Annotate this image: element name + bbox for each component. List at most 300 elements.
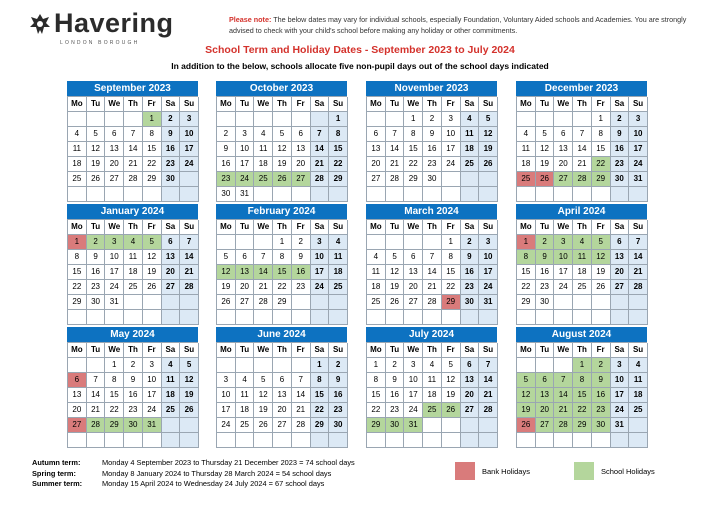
day-cell: 16 — [292, 265, 311, 280]
weekday-header: Th — [573, 220, 592, 235]
day-cell: 7 — [423, 250, 442, 265]
empty-cell — [592, 187, 611, 202]
day-cell: 4 — [517, 127, 536, 142]
day-cell: 26 — [442, 403, 461, 418]
day-cell: 19 — [386, 280, 405, 295]
day-cell: 2 — [124, 358, 143, 373]
day-cell: 17 — [217, 403, 236, 418]
empty-cell — [554, 112, 573, 127]
empty-cell — [124, 187, 143, 202]
day-cell: 5 — [479, 112, 498, 127]
day-cell: 3 — [217, 373, 236, 388]
weekday-header: Mo — [367, 220, 386, 235]
day-cell: 15 — [404, 142, 423, 157]
day-cell: 18 — [367, 280, 386, 295]
weekday-header: Th — [124, 97, 143, 112]
weekday-header: Su — [180, 343, 199, 358]
day-cell: 5 — [143, 235, 162, 250]
month-title: December 2023 — [516, 81, 647, 96]
empty-cell — [554, 358, 573, 373]
day-cell: 8 — [105, 373, 124, 388]
weekday-header: Su — [329, 343, 348, 358]
day-cell: 1 — [592, 112, 611, 127]
day-cell: 31 — [143, 418, 162, 433]
day-cell: 8 — [517, 250, 536, 265]
day-cell: 12 — [87, 142, 106, 157]
day-cell: 10 — [105, 250, 124, 265]
day-cell: 29 — [105, 418, 124, 433]
day-cell: 2 — [423, 112, 442, 127]
day-cell: 25 — [367, 295, 386, 310]
empty-cell — [573, 112, 592, 127]
empty-cell — [273, 310, 292, 325]
empty-cell — [124, 310, 143, 325]
bank-holiday-label: Bank Holidays — [482, 466, 530, 476]
month-day-grid — [67, 219, 198, 325]
day-cell: 21 — [311, 157, 330, 172]
empty-cell — [592, 433, 611, 448]
day-cell: 14 — [554, 388, 573, 403]
day-cell: 30 — [329, 418, 348, 433]
month-day-grid — [516, 342, 647, 448]
month-title: March 2024 — [366, 204, 497, 219]
day-cell: 29 — [367, 418, 386, 433]
day-cell: 9 — [124, 373, 143, 388]
empty-cell — [423, 187, 442, 202]
weekday-header: Tu — [87, 343, 106, 358]
day-cell: 22 — [442, 280, 461, 295]
day-cell: 9 — [423, 127, 442, 142]
month-day-grid — [366, 219, 497, 325]
day-cell: 17 — [404, 388, 423, 403]
weekday-header: We — [254, 97, 273, 112]
day-cell: 21 — [180, 265, 199, 280]
day-cell: 12 — [180, 373, 199, 388]
day-cell: 27 — [68, 418, 87, 433]
empty-cell — [311, 310, 330, 325]
month-calendar — [67, 327, 198, 448]
month-title: May 2024 — [67, 327, 198, 342]
day-cell: 23 — [292, 280, 311, 295]
weekday-header: Tu — [536, 97, 555, 112]
day-cell: 6 — [611, 235, 630, 250]
day-cell: 1 — [105, 358, 124, 373]
empty-cell — [404, 433, 423, 448]
empty-cell — [404, 235, 423, 250]
day-cell: 24 — [217, 418, 236, 433]
day-cell: 20 — [236, 280, 255, 295]
empty-cell — [236, 433, 255, 448]
empty-cell — [68, 187, 87, 202]
day-cell: 17 — [442, 142, 461, 157]
month-calendar — [516, 204, 647, 325]
day-cell: 30 — [611, 172, 630, 187]
day-cell: 10 — [611, 373, 630, 388]
month-calendar — [216, 81, 347, 202]
day-cell: 7 — [124, 127, 143, 142]
empty-cell — [273, 112, 292, 127]
empty-cell — [536, 310, 555, 325]
day-cell: 31 — [479, 295, 498, 310]
day-cell: 30 — [592, 418, 611, 433]
day-cell: 13 — [68, 388, 87, 403]
weekday-header: Mo — [367, 97, 386, 112]
empty-cell — [329, 187, 348, 202]
day-cell: 27 — [461, 403, 480, 418]
weekday-header: We — [254, 343, 273, 358]
day-cell: 15 — [105, 388, 124, 403]
day-cell: 8 — [573, 373, 592, 388]
weekday-header: Th — [573, 97, 592, 112]
weekday-header: Sa — [461, 97, 480, 112]
day-cell: 19 — [517, 403, 536, 418]
day-cell: 20 — [273, 403, 292, 418]
empty-cell — [442, 418, 461, 433]
day-cell: 24 — [554, 280, 573, 295]
day-cell: 1 — [143, 112, 162, 127]
day-cell: 19 — [217, 280, 236, 295]
empty-cell — [87, 187, 106, 202]
month-title: April 2024 — [516, 204, 647, 219]
day-cell: 30 — [87, 295, 106, 310]
empty-cell — [479, 418, 498, 433]
day-cell: 5 — [273, 127, 292, 142]
empty-cell — [461, 172, 480, 187]
empty-cell — [629, 433, 648, 448]
day-cell: 9 — [536, 250, 555, 265]
day-cell: 17 — [180, 142, 199, 157]
weekday-header: Tu — [87, 97, 106, 112]
day-cell: 26 — [536, 172, 555, 187]
day-cell: 5 — [254, 373, 273, 388]
weekday-header: Fr — [592, 343, 611, 358]
empty-cell — [461, 187, 480, 202]
day-cell: 27 — [611, 280, 630, 295]
day-cell: 21 — [423, 280, 442, 295]
day-cell: 2 — [611, 112, 630, 127]
day-cell: 22 — [573, 403, 592, 418]
day-cell: 17 — [611, 388, 630, 403]
weekday-header: Tu — [386, 343, 405, 358]
empty-cell — [292, 358, 311, 373]
empty-cell — [573, 433, 592, 448]
weekday-header: Fr — [143, 343, 162, 358]
empty-cell — [461, 418, 480, 433]
day-cell: 2 — [329, 358, 348, 373]
month-title: February 2024 — [216, 204, 347, 219]
day-cell: 4 — [68, 127, 87, 142]
day-cell: 12 — [254, 388, 273, 403]
day-cell: 19 — [273, 157, 292, 172]
day-cell: 16 — [162, 142, 181, 157]
day-cell: 8 — [143, 127, 162, 142]
empty-cell — [292, 433, 311, 448]
day-cell: 24 — [404, 403, 423, 418]
empty-cell — [180, 295, 199, 310]
month-day-grid — [67, 96, 198, 202]
empty-cell — [236, 310, 255, 325]
day-cell: 14 — [386, 142, 405, 157]
empty-cell — [611, 295, 630, 310]
empty-cell — [479, 310, 498, 325]
empty-cell — [573, 310, 592, 325]
day-cell: 27 — [554, 172, 573, 187]
day-cell: 20 — [461, 388, 480, 403]
day-cell: 3 — [611, 358, 630, 373]
day-cell: 24 — [143, 403, 162, 418]
empty-cell — [254, 235, 273, 250]
day-cell: 2 — [292, 235, 311, 250]
empty-cell — [124, 295, 143, 310]
empty-cell — [217, 235, 236, 250]
day-cell: 21 — [87, 403, 106, 418]
day-cell: 15 — [68, 265, 87, 280]
empty-cell — [386, 235, 405, 250]
day-cell: 22 — [143, 157, 162, 172]
weekday-header: Th — [573, 343, 592, 358]
month-title: January 2024 — [67, 204, 198, 219]
day-cell: 20 — [554, 157, 573, 172]
day-cell: 22 — [367, 403, 386, 418]
day-cell: 17 — [629, 142, 648, 157]
day-cell: 9 — [217, 142, 236, 157]
day-cell: 12 — [592, 250, 611, 265]
day-cell: 6 — [273, 373, 292, 388]
day-cell: 26 — [254, 418, 273, 433]
month-calendar — [516, 327, 647, 448]
day-cell: 28 — [87, 418, 106, 433]
day-cell: 15 — [143, 142, 162, 157]
day-cell: 4 — [162, 358, 181, 373]
empty-cell — [442, 433, 461, 448]
weekday-header: Fr — [292, 97, 311, 112]
empty-cell — [554, 295, 573, 310]
day-cell: 14 — [124, 142, 143, 157]
day-cell: 18 — [254, 157, 273, 172]
empty-cell — [442, 187, 461, 202]
day-cell: 15 — [329, 142, 348, 157]
day-cell: 16 — [386, 388, 405, 403]
month-title: October 2023 — [216, 81, 347, 96]
day-cell: 11 — [236, 388, 255, 403]
empty-cell — [273, 433, 292, 448]
day-cell: 2 — [217, 127, 236, 142]
day-cell: 30 — [423, 172, 442, 187]
day-cell: 18 — [517, 157, 536, 172]
day-cell: 2 — [386, 358, 405, 373]
day-cell: 16 — [461, 265, 480, 280]
day-cell: 7 — [629, 235, 648, 250]
weekday-header: Tu — [386, 97, 405, 112]
day-cell: 10 — [442, 127, 461, 142]
month-day-grid — [366, 342, 497, 448]
day-cell: 17 — [554, 265, 573, 280]
day-cell: 7 — [254, 250, 273, 265]
day-cell: 11 — [573, 250, 592, 265]
day-cell: 18 — [629, 388, 648, 403]
school-holiday-swatch — [574, 462, 594, 480]
day-cell: 5 — [442, 358, 461, 373]
day-cell: 3 — [554, 235, 573, 250]
day-cell: 8 — [442, 250, 461, 265]
day-cell: 11 — [162, 373, 181, 388]
weekday-header: Sa — [162, 343, 181, 358]
day-cell: 24 — [611, 403, 630, 418]
weekday-header: Fr — [442, 220, 461, 235]
empty-cell — [162, 187, 181, 202]
day-cell: 24 — [236, 172, 255, 187]
weekday-header: Tu — [386, 220, 405, 235]
weekday-header: Mo — [517, 97, 536, 112]
legend-bank-holidays — [455, 462, 530, 480]
day-cell: 8 — [367, 373, 386, 388]
day-cell: 18 — [423, 388, 442, 403]
empty-cell — [124, 112, 143, 127]
month-title: July 2024 — [366, 327, 497, 342]
empty-cell — [573, 187, 592, 202]
empty-cell — [536, 358, 555, 373]
day-cell: 10 — [404, 373, 423, 388]
day-cell: 29 — [517, 295, 536, 310]
day-cell: 3 — [629, 112, 648, 127]
day-cell: 9 — [461, 250, 480, 265]
weekday-header: Su — [629, 343, 648, 358]
day-cell: 14 — [180, 250, 199, 265]
day-cell: 19 — [87, 157, 106, 172]
day-cell: 21 — [386, 157, 405, 172]
term-label: Spring term: — [32, 468, 76, 478]
day-cell: 6 — [367, 127, 386, 142]
day-cell: 22 — [329, 157, 348, 172]
weekday-header: Th — [273, 343, 292, 358]
empty-cell — [592, 295, 611, 310]
day-cell: 28 — [254, 295, 273, 310]
empty-cell — [573, 295, 592, 310]
day-cell: 25 — [162, 403, 181, 418]
day-cell: 16 — [217, 157, 236, 172]
day-cell: 29 — [592, 172, 611, 187]
day-cell: 25 — [423, 403, 442, 418]
day-cell: 14 — [87, 388, 106, 403]
day-cell: 20 — [68, 403, 87, 418]
day-cell: 26 — [143, 280, 162, 295]
weekday-header: Mo — [68, 220, 87, 235]
weekday-header: We — [404, 220, 423, 235]
day-cell: 17 — [105, 265, 124, 280]
term-dates: Monday 4 September 2023 to Thursday 21 December 2023 = 74 school days — [102, 458, 355, 467]
month-day-grid — [216, 342, 347, 448]
empty-cell — [554, 433, 573, 448]
weekday-header: Su — [479, 343, 498, 358]
day-cell: 10 — [554, 250, 573, 265]
day-cell: 22 — [105, 403, 124, 418]
day-cell: 6 — [536, 373, 555, 388]
day-cell: 20 — [367, 157, 386, 172]
day-cell: 22 — [517, 280, 536, 295]
day-cell: 1 — [329, 112, 348, 127]
month-calendar — [216, 204, 347, 325]
day-cell: 14 — [573, 142, 592, 157]
empty-cell — [143, 310, 162, 325]
weekday-header: Th — [423, 343, 442, 358]
day-cell: 29 — [404, 172, 423, 187]
day-cell: 17 — [143, 388, 162, 403]
empty-cell — [536, 112, 555, 127]
month-calendar — [366, 327, 497, 448]
day-cell: 13 — [162, 250, 181, 265]
day-cell: 13 — [461, 373, 480, 388]
day-cell: 17 — [236, 157, 255, 172]
day-cell: 3 — [404, 358, 423, 373]
day-cell: 20 — [105, 157, 124, 172]
weekday-header: Sa — [162, 97, 181, 112]
day-cell: 14 — [254, 265, 273, 280]
day-cell: 13 — [105, 142, 124, 157]
empty-cell — [68, 112, 87, 127]
day-cell: 4 — [236, 373, 255, 388]
day-cell: 15 — [311, 388, 330, 403]
day-cell: 11 — [329, 250, 348, 265]
empty-cell — [517, 433, 536, 448]
day-cell: 24 — [105, 280, 124, 295]
day-cell: 22 — [68, 280, 87, 295]
day-cell: 11 — [254, 142, 273, 157]
day-cell: 20 — [611, 265, 630, 280]
day-cell: 27 — [105, 172, 124, 187]
month-day-grid — [216, 219, 347, 325]
day-cell: 28 — [311, 172, 330, 187]
empty-cell — [404, 310, 423, 325]
empty-cell — [254, 433, 273, 448]
day-cell: 1 — [517, 235, 536, 250]
empty-cell — [273, 358, 292, 373]
day-cell: 15 — [367, 388, 386, 403]
empty-cell — [461, 433, 480, 448]
day-cell: 23 — [423, 157, 442, 172]
weekday-header: We — [554, 97, 573, 112]
empty-cell — [217, 112, 236, 127]
weekday-header: Sa — [162, 220, 181, 235]
day-cell: 27 — [162, 280, 181, 295]
day-cell: 25 — [329, 280, 348, 295]
empty-cell — [143, 295, 162, 310]
month-day-grid — [516, 96, 647, 202]
empty-cell — [254, 310, 273, 325]
weekday-header: Th — [124, 343, 143, 358]
day-cell: 31 — [105, 295, 124, 310]
day-cell: 11 — [367, 265, 386, 280]
weekday-header: Fr — [442, 97, 461, 112]
empty-cell — [611, 187, 630, 202]
day-cell: 11 — [629, 373, 648, 388]
day-cell: 19 — [143, 265, 162, 280]
empty-cell — [423, 433, 442, 448]
weekday-header: Mo — [68, 97, 87, 112]
empty-cell — [386, 310, 405, 325]
month-title: November 2023 — [366, 81, 497, 96]
day-cell: 18 — [573, 265, 592, 280]
empty-cell — [386, 187, 405, 202]
day-cell: 16 — [423, 142, 442, 157]
day-cell: 18 — [329, 265, 348, 280]
day-cell: 31 — [629, 172, 648, 187]
month-day-grid — [67, 342, 198, 448]
day-cell: 30 — [461, 295, 480, 310]
empty-cell — [162, 295, 181, 310]
empty-cell — [217, 433, 236, 448]
day-cell: 26 — [479, 157, 498, 172]
weekday-header: We — [105, 220, 124, 235]
